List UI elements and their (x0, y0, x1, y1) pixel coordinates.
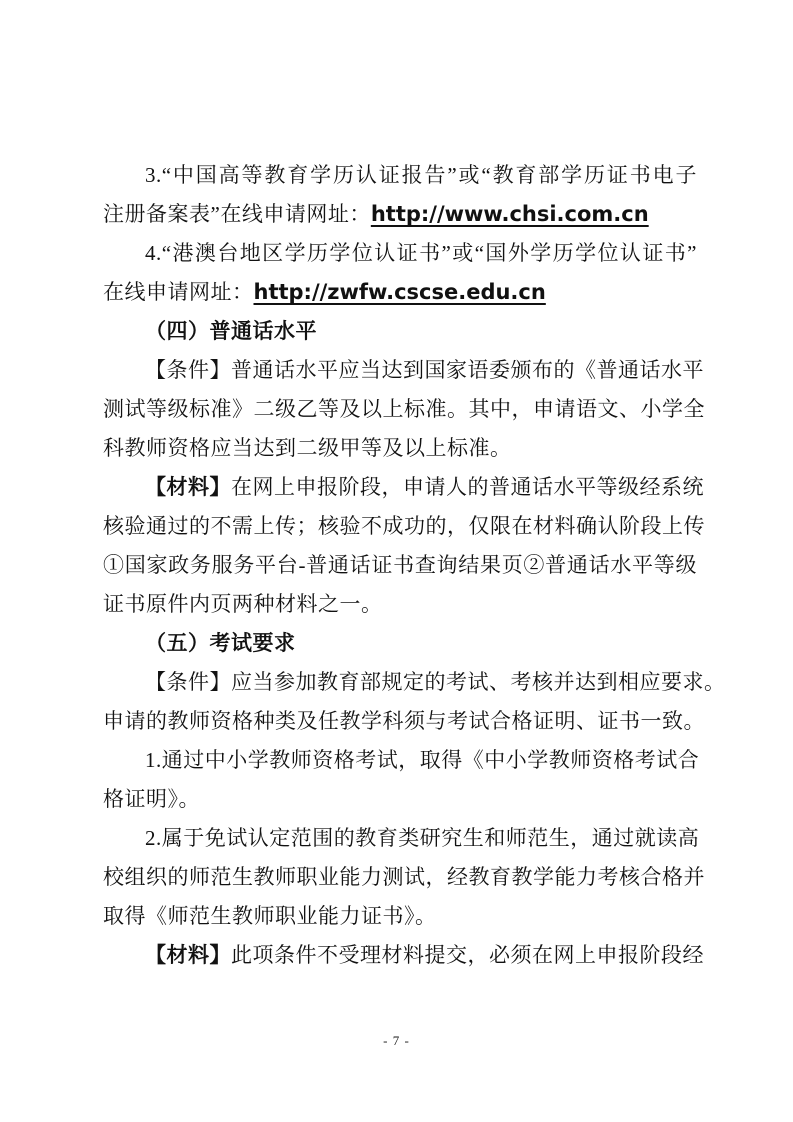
text-segment: 3.“中国高等教育学历认证报告”或“教育部学历证书电子 (145, 163, 697, 187)
text-segment: ①国家政务服务平台-普通话证书查询结果页②普通话水平等级 (103, 553, 697, 577)
text-segment: 【条件】普通话水平应当达到国家语委颁布的《普通话水平 (145, 358, 704, 382)
text-segment: 科教师资格应当达到二级甲等及以上标准。 (103, 436, 512, 460)
text-segment: 测试等级标准》二级乙等及以上标准。其中，申请语文、小学全 (103, 397, 705, 421)
text-line (103, 429, 697, 468)
text-line (103, 234, 697, 273)
text-line (103, 663, 726, 702)
text-line (103, 741, 700, 780)
text-line (103, 819, 700, 858)
text-segment: 核验通过的不需上传；核验不成功的，仅限在材料确认阶段上传 (103, 514, 705, 538)
text-line (103, 585, 697, 624)
text-segment: 校组织的师范生教师职业能力测试，经教育教学能力考核合格并 (103, 865, 705, 889)
text-line (103, 702, 705, 741)
text-line (103, 351, 704, 390)
text-line (103, 195, 697, 234)
text-line (103, 780, 697, 819)
text-segment: 【材料】 (145, 475, 231, 499)
text-segment: 2.属于免试认定范围的教育类研究生和师范生，通过就读高 (145, 826, 700, 850)
page-content (103, 156, 726, 975)
text-segment: 4.“港澳台地区学历学位认证书”或“国外学历学位认证书” (145, 241, 697, 265)
text-line (103, 390, 705, 429)
text-segment: 申请的教师资格种类及任教学科须与考试合格证明、证书一致。 (103, 709, 705, 733)
text-segment: 证书原件内页两种材料之一。 (103, 592, 383, 616)
text-segment: 此项条件不受理材料提交，必须在网上申报阶段经 (231, 943, 704, 967)
text-segment: （五）考试要求 (145, 631, 296, 655)
text-line (103, 273, 697, 312)
url-link[interactable]: http://www.chsi.com.cn (370, 202, 649, 226)
text-segment: 【材料】 (145, 943, 231, 967)
text-line (103, 897, 697, 936)
page-number: - 7 - (383, 1033, 410, 1048)
url-link[interactable]: http://zwfw.cscse.edu.cn (253, 280, 546, 304)
text-segment: 【条件】应当参加教育部规定的考试、考核并达到相应要求。 (145, 670, 726, 694)
section-heading (103, 624, 697, 663)
text-line (103, 546, 697, 585)
text-line (103, 936, 704, 975)
text-segment: 格证明》。 (103, 787, 200, 811)
text-line (103, 507, 705, 546)
section-heading (103, 312, 697, 351)
text-segment: 注册备案表”在线申请网址： (103, 202, 371, 226)
text-segment: 取得《师范生教师职业能力证书》。 (103, 904, 437, 928)
text-line (103, 858, 705, 897)
text-segment: 1.通过中小学教师资格考试，取得《中小学教师资格考试合 (145, 748, 700, 772)
text-line (103, 156, 697, 195)
text-segment: （四）普通话水平 (145, 319, 317, 343)
text-segment: 在线申请网址： (103, 280, 254, 304)
text-line (103, 468, 704, 507)
text-segment: 在网上申报阶段，申请人的普通话水平等级经系统 (231, 475, 704, 499)
